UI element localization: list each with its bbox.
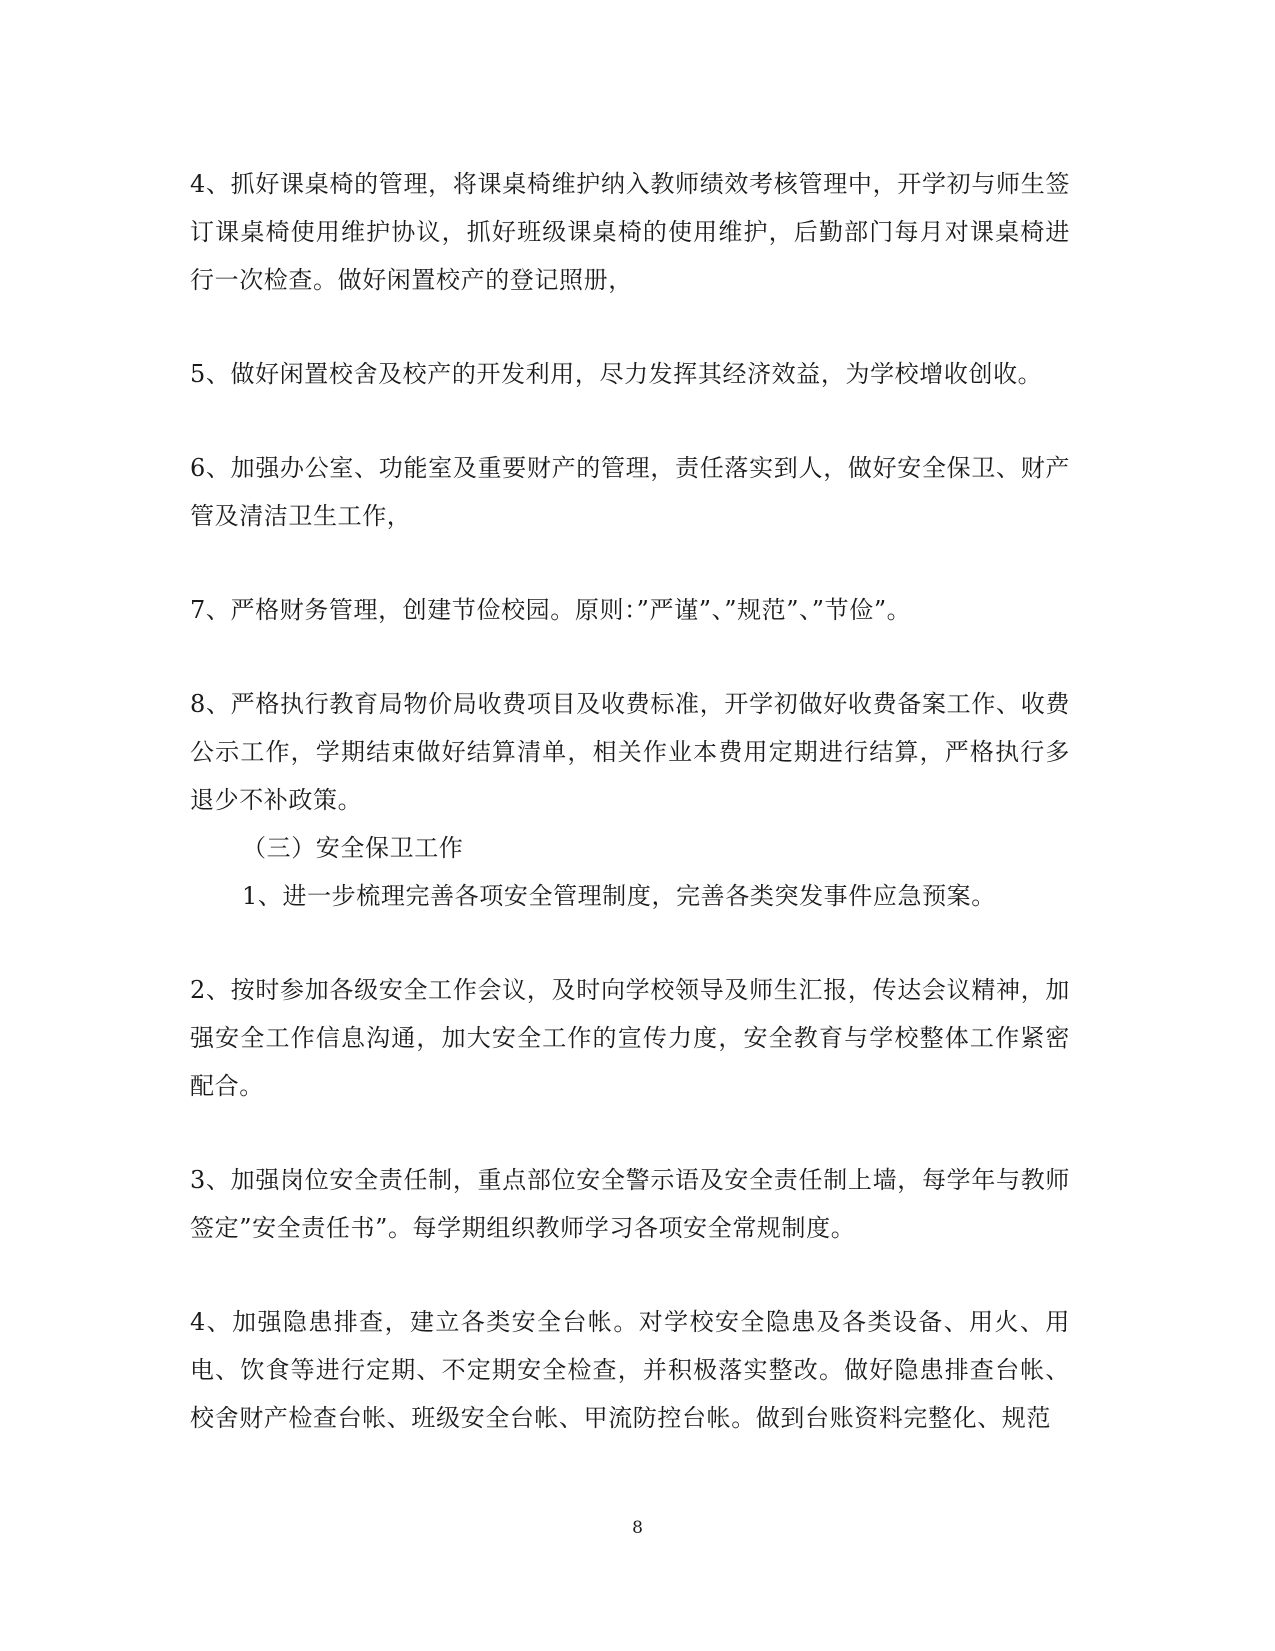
paragraph-security-item-3: 3、加强岗位安全责任制，重点部位安全警示语及安全责任制上墙，每学年与教师签定”安全责任书”。每学期组织教师学习各项安全常规制度。	[190, 1166, 1070, 1242]
paragraph-item-5-idle-assets: 5、做好闲置校舍及校产的开发利用，尽力发挥其经济效益，为学校增收创收。	[190, 360, 1043, 388]
paragraph-item-7-finance: 7、严格财务管理，创建节俭校园。原则：”严谨”、”规范”、”节俭”。	[190, 596, 912, 624]
paragraph-item-4-desks: 4、抓好课桌椅的管理，将课桌椅维护纳入教师绩效考核管理中，开学初与师生签订课桌椅使用维护协议，抓好班级课桌椅的使用维护，后勤部门每月对课桌椅进行一次检查。做好闲置校产的登记照册，	[190, 170, 1070, 294]
paragraph-security-item-4: 4、加强隐患排查，建立各类安全台帐。对学校安全隐患及各类设备、用火、用电、饮食等进行定期、不定期安全检查，并积极落实整改。做好隐患排查台帐、校舍财产检查台帐、班级安全台帐、甲流防控台帐。做到台账资料完整化、规范	[190, 1308, 1070, 1432]
page-number: 8	[632, 1518, 643, 1538]
page-body	[190, 160, 1070, 1442]
paragraph-security-item-2: 2、按时参加各级安全工作会议，及时向学校领导及师生汇报，传达会议精神，加强安全工作信息沟通，加大安全工作的宣传力度，安全教育与学校整体工作紧密配合。	[190, 976, 1070, 1100]
paragraph-item-6-office-management: 6、加强办公室、功能室及重要财产的管理，责任落实到人，做好安全保卫、财产管及清洁卫生工作，	[190, 454, 1070, 530]
paragraph-security-item-1: 1、进一步梳理完善各项安全管理制度，完善各类突发事件应急预案。	[242, 882, 996, 910]
paragraph-item-8-fees: 8、严格执行教育局物价局收费项目及收费标准，开学初做好收费备案工作、收费公示工作，学期结束做好结算清单，相关作业本费用定期进行结算，严格执行多退少不补政策。	[190, 690, 1070, 814]
section-heading-security: （三）安全保卫工作	[242, 834, 464, 862]
